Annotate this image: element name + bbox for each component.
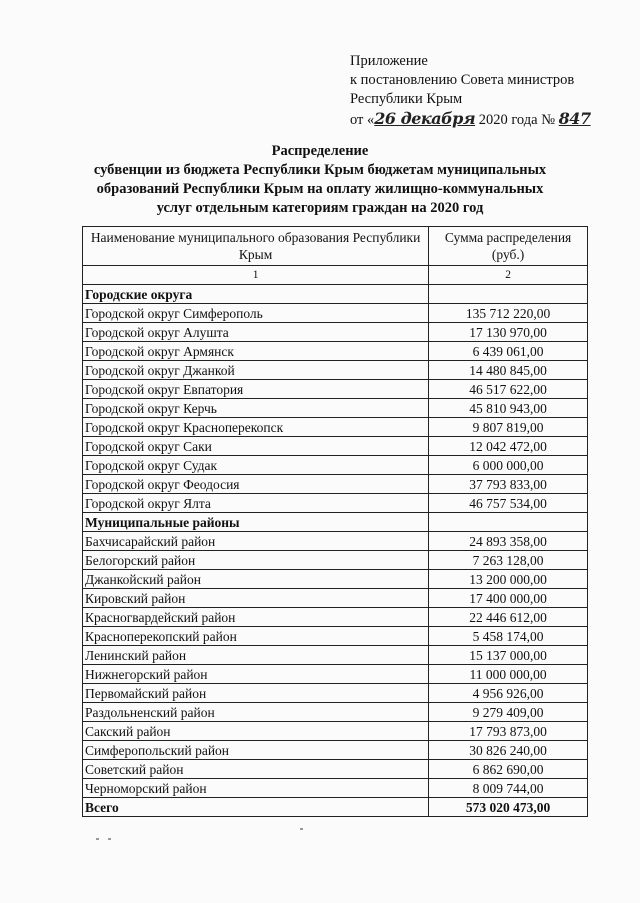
table-row — [83, 532, 588, 551]
table-row — [83, 551, 588, 570]
municipality-name-cell: Городской округ Алушта — [83, 323, 429, 342]
municipality-name-cell: Ленинский район — [83, 646, 429, 665]
amount-cell: 5 458 174,00 — [429, 627, 588, 646]
amount-cell: 12 042 472,00 — [429, 437, 588, 456]
table-row — [83, 760, 588, 779]
table-row — [83, 494, 588, 513]
section-title-cell: Муниципальные районы — [83, 513, 429, 532]
table-row — [83, 342, 588, 361]
table-row — [83, 741, 588, 760]
table-row — [83, 304, 588, 323]
table-row — [83, 703, 588, 722]
municipality-name-cell: Нижнегорский район — [83, 665, 429, 684]
index-sum-cell: 2 — [429, 266, 588, 285]
amount-cell: 24 893 358,00 — [429, 532, 588, 551]
amount-cell: 9 279 409,00 — [429, 703, 588, 722]
scan-speck — [108, 838, 111, 840]
municipality-name-cell: Бахчисарайский район — [83, 532, 429, 551]
section-row — [83, 513, 588, 532]
municipality-name-cell: Городской округ Саки — [83, 437, 429, 456]
municipality-name-cell: Городской округ Джанкой — [83, 361, 429, 380]
amount-cell: 17 130 970,00 — [429, 323, 588, 342]
municipality-name-cell: Красноперекопский район — [83, 627, 429, 646]
title-line-1: Распределение — [271, 143, 369, 159]
appendix-republic: Республики Крым — [350, 91, 463, 107]
appendix-header — [350, 52, 630, 130]
appendix-label: Приложение — [350, 53, 428, 69]
municipality-name-cell: Раздольненский район — [83, 703, 429, 722]
index-name-cell: 1 — [83, 266, 429, 285]
amount-cell: 46 517 622,00 — [429, 380, 588, 399]
municipality-name-cell: Городской округ Красноперекопск — [83, 418, 429, 437]
appendix-date-line — [350, 109, 630, 130]
amount-cell: 6 439 061,00 — [429, 342, 588, 361]
amount-cell: 6 862 690,00 — [429, 760, 588, 779]
title-line-4: услуг отдельным категориям граждан на 2020 год — [156, 200, 484, 216]
table-row — [83, 608, 588, 627]
table-row — [83, 380, 588, 399]
table-row — [83, 399, 588, 418]
total-amount-cell: 573 020 473,00 — [429, 798, 588, 817]
section-empty-cell — [429, 513, 588, 532]
municipality-name-cell: Сакский район — [83, 722, 429, 741]
amount-cell: 22 446 612,00 — [429, 608, 588, 627]
municipality-name-cell: Советский район — [83, 760, 429, 779]
municipality-name-cell: Городской округ Армянск — [83, 342, 429, 361]
table-row — [83, 627, 588, 646]
municipality-name-cell: Кировский район — [83, 589, 429, 608]
amount-cell: 9 807 819,00 — [429, 418, 588, 437]
table-row — [83, 684, 588, 703]
appendix-resolution: к постановлению Совета министров — [350, 72, 575, 88]
amount-cell: 14 480 845,00 — [429, 361, 588, 380]
amount-cell: 46 757 534,00 — [429, 494, 588, 513]
amount-cell: 135 712 220,00 — [429, 304, 588, 323]
handwritten-number: 847 — [558, 109, 591, 128]
table-row — [83, 722, 588, 741]
table-row — [83, 437, 588, 456]
municipality-name-cell: Черноморский район — [83, 779, 429, 798]
title-line-3: образований Республики Крым на оплату жилищно-коммунальных — [96, 181, 544, 197]
amount-cell: 30 826 240,00 — [429, 741, 588, 760]
table-row — [83, 646, 588, 665]
table-row — [83, 570, 588, 589]
amount-cell: 17 400 000,00 — [429, 589, 588, 608]
municipality-name-cell: Белогорский район — [83, 551, 429, 570]
municipality-name-cell: Городской округ Керчь — [83, 399, 429, 418]
municipality-name-cell: Городской округ Судак — [83, 456, 429, 475]
municipality-name-cell: Симферопольский район — [83, 741, 429, 760]
table-body — [83, 285, 588, 817]
municipality-name-cell: Городской округ Феодосия — [83, 475, 429, 494]
amount-cell: 15 137 000,00 — [429, 646, 588, 665]
scan-speck — [300, 828, 303, 830]
date-suffix: 2020 года № — [475, 112, 556, 128]
date-prefix: от « — [350, 112, 375, 128]
total-row — [83, 798, 588, 817]
title-line-2: субвенции из бюджета Республики Крым бюджетам муниципальных — [93, 162, 547, 178]
section-title-cell: Городские округа — [83, 285, 429, 304]
table-row — [83, 665, 588, 684]
distribution-table — [82, 226, 588, 817]
amount-cell: 11 000 000,00 — [429, 665, 588, 684]
amount-cell: 17 793 873,00 — [429, 722, 588, 741]
header-sum-cell: Сумма распределения (руб.) — [429, 227, 588, 266]
table-index-row — [83, 266, 588, 285]
amount-cell: 6 000 000,00 — [429, 456, 588, 475]
municipality-name-cell: Городской округ Ялта — [83, 494, 429, 513]
table-row — [83, 589, 588, 608]
table-row — [83, 779, 588, 798]
amount-cell: 7 263 128,00 — [429, 551, 588, 570]
table-row — [83, 475, 588, 494]
amount-cell: 13 200 000,00 — [429, 570, 588, 589]
municipality-name-cell: Джанкойский район — [83, 570, 429, 589]
table-header-row — [83, 227, 588, 266]
table-row — [83, 418, 588, 437]
table-row — [83, 456, 588, 475]
municipality-name-cell: Городской округ Симферополь — [83, 304, 429, 323]
section-row — [83, 285, 588, 304]
section-empty-cell — [429, 285, 588, 304]
total-label-cell: Всего — [83, 798, 429, 817]
table-row — [83, 361, 588, 380]
table-row — [83, 323, 588, 342]
header-name-cell: Наименование муниципального образования Республики Крым — [83, 227, 429, 266]
amount-cell: 8 009 744,00 — [429, 779, 588, 798]
amount-cell: 37 793 833,00 — [429, 475, 588, 494]
scan-speck — [96, 838, 99, 840]
amount-cell: 45 810 943,00 — [429, 399, 588, 418]
municipality-name-cell: Городской округ Евпатория — [83, 380, 429, 399]
amount-cell: 4 956 926,00 — [429, 684, 588, 703]
handwritten-date: 26 декабря — [374, 109, 476, 128]
document-title — [70, 142, 570, 218]
municipality-name-cell: Красногвардейский район — [83, 608, 429, 627]
municipality-name-cell: Первомайский район — [83, 684, 429, 703]
